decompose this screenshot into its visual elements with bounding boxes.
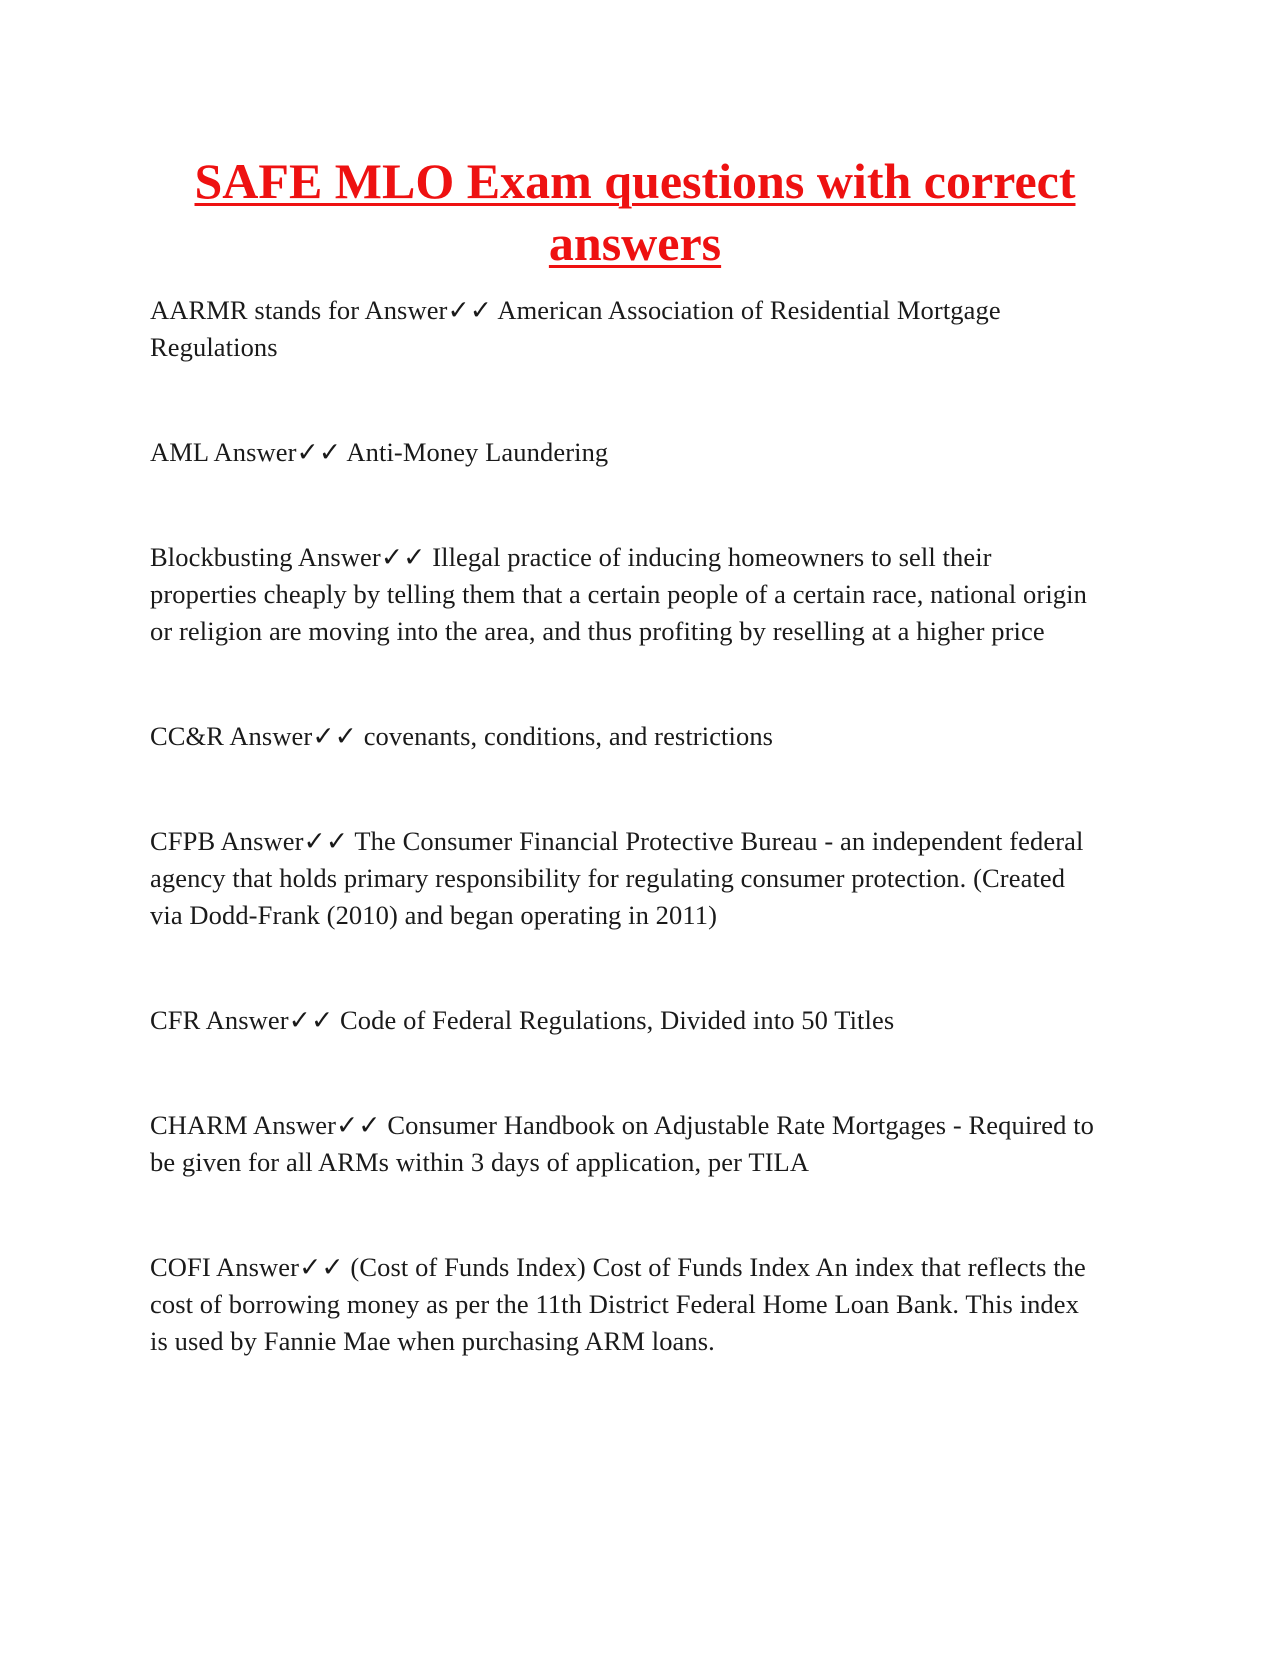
entry-term: CHARM — [150, 1110, 248, 1140]
qa-entry — [150, 434, 1100, 471]
qa-entry — [150, 1107, 1100, 1181]
entry-term: CFR — [150, 1005, 201, 1035]
qa-entry — [150, 1249, 1100, 1360]
entry-term: AARMR stands for — [150, 295, 360, 325]
entry-definition: The Consumer Financial Protective Bureau - an independent federal agency that holds primary responsibility for regulating consumer protection. (Created via Dodd-Frank (2010) and began operating in 2011) — [150, 826, 1084, 930]
entry-definition: (Cost of Funds Index) Cost of Funds Index An index that reflects the cost of borrowing money as per the 11th District Federal Home Loan Bank. This index is used by Fannie Mae when purchasing ARM loans. — [150, 1252, 1086, 1356]
entry-term: CFPB — [150, 826, 216, 856]
entry-definition: Code of Federal Regulations, Divided into 50 Titles — [340, 1005, 895, 1035]
entry-term: AML — [150, 437, 209, 467]
entry-definition: Anti-Money Laundering — [346, 437, 609, 467]
entry-term: COFI — [150, 1252, 211, 1282]
answer-marker: Answer✓✓ — [220, 826, 349, 856]
answer-marker: Answer✓✓ — [252, 1110, 381, 1140]
entry-definition: American Association of Residential Mortgage Regulations — [150, 295, 1001, 362]
qa-entry — [150, 1002, 1100, 1039]
answer-marker: Answer✓✓ — [216, 1252, 344, 1282]
answer-marker: Answer✓✓ — [205, 1005, 334, 1035]
qa-entry — [150, 718, 1100, 755]
answer-marker: Answer✓✓ — [213, 437, 342, 467]
qa-list — [150, 292, 1100, 1428]
qa-entry — [150, 539, 1100, 650]
document-title: SAFE MLO Exam questions with correct answers — [194, 153, 1076, 271]
qa-entry — [150, 292, 1100, 366]
answer-marker: Answer✓✓ — [364, 295, 493, 325]
answer-marker: Answer✓✓ — [297, 542, 426, 572]
entry-term: Blockbusting — [150, 542, 293, 572]
entry-definition: Illegal practice of inducing homeowners to sell their properties cheaply by telling them that a certain people of a certain race, national origin or religion are moving into the area, and thus profiting by reselling at a higher price — [150, 542, 1087, 646]
qa-entry — [150, 823, 1100, 934]
entry-term: CC&R — [150, 721, 225, 751]
entry-definition: Consumer Handbook on Adjustable Rate Mortgages - Required to be given for all ARMs within 3 days of application, per TILA — [150, 1110, 1095, 1177]
entry-definition: covenants, conditions, and restrictions — [363, 721, 774, 751]
answer-marker: Answer✓✓ — [229, 721, 357, 751]
